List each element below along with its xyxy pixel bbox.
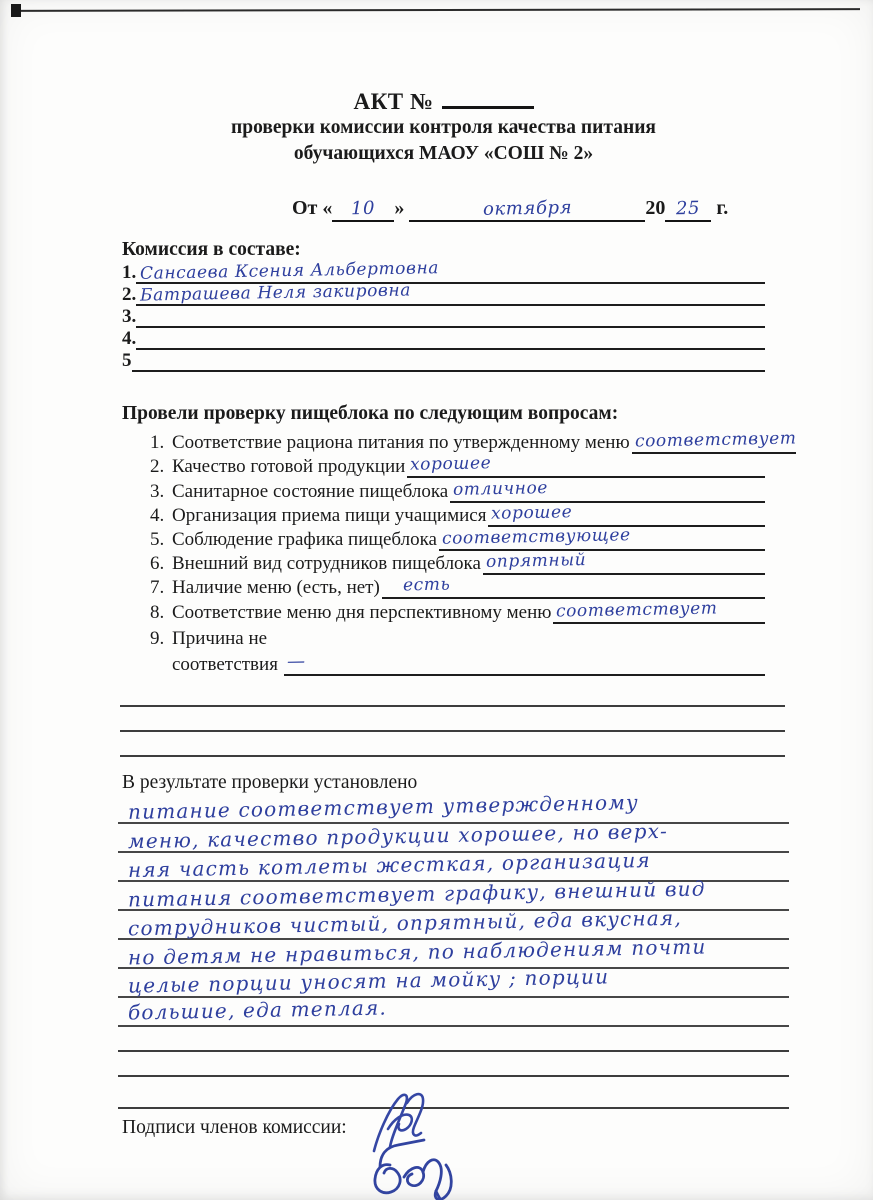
item-question: Наличие меню (есть, нет)	[172, 577, 380, 599]
item-question-part1: Причина не	[172, 627, 268, 649]
item-answer-line	[553, 599, 765, 624]
blank-ruled-line	[120, 707, 785, 732]
checklist-item	[150, 599, 765, 623]
result-line-text: няя часть котлеты жесткая, организация	[127, 847, 652, 882]
signatures-section	[122, 1117, 765, 1200]
blank-ruled-line	[118, 1027, 789, 1052]
commission-member-row	[122, 350, 765, 372]
scan-artifact-corner	[11, 4, 21, 17]
result-line	[118, 875, 789, 912]
item-answer-handwritten: отличное	[453, 477, 549, 500]
date-line	[292, 197, 765, 222]
signatures-heading: Подписи членов комиссии:	[122, 1116, 347, 1138]
item-answer-handwritten: хорошее	[410, 453, 492, 476]
member-name-line	[136, 327, 765, 350]
item-answer-line	[632, 429, 797, 454]
item-number: 7.	[150, 577, 165, 599]
date-year-prefix: 20	[645, 197, 666, 219]
date-day-handwritten: 10	[351, 197, 376, 220]
member-number: 1.	[122, 262, 137, 283]
commission-member-row	[122, 280, 765, 306]
result-line	[118, 818, 789, 853]
member-number: 2.	[122, 284, 137, 305]
checklist-heading: Провели проверку пищеблока по следующим вопросам:	[122, 403, 619, 424]
member-number: 4.	[122, 328, 137, 349]
checklist	[150, 428, 797, 676]
item-answer-line	[488, 502, 765, 527]
date-year-blank	[665, 197, 711, 222]
item-question: Соблюдение графика пищеблока	[172, 528, 437, 550]
handwritten-signatures	[360, 1089, 520, 1200]
result-line	[118, 963, 789, 998]
checklist-item-9-line2	[150, 651, 765, 676]
item-answer-handwritten: соответствующее	[441, 525, 631, 549]
date-month-blank	[409, 197, 645, 222]
commission-member-row	[122, 328, 765, 350]
item-number: 2.	[150, 456, 165, 478]
item-answer-line	[483, 550, 765, 575]
result-line-text: меню, качество продукции хорошее, но верх-	[127, 818, 669, 853]
date-suffix: г.	[716, 197, 729, 219]
member-name-line	[136, 258, 765, 284]
checklist-item	[150, 428, 797, 454]
item-answer-handwritten: опрятный	[485, 550, 587, 573]
member-number: 3.	[122, 306, 137, 327]
member-name-line	[132, 349, 766, 372]
item-number: 9.	[150, 627, 165, 649]
blank-ruled-line	[120, 732, 785, 757]
checklist-item	[150, 551, 765, 575]
item-answer-line	[450, 478, 765, 503]
item-number: 8.	[150, 601, 165, 623]
date-prefix: От «	[292, 197, 333, 219]
result-line-text: большие, еда теплая.	[127, 995, 388, 1024]
item-number: 1.	[150, 432, 165, 454]
item-question: Санитарное состояние пищеблока	[172, 480, 449, 502]
signature-2	[375, 1140, 451, 1200]
result-line-text: но детям не нравиться, по наблюдениям почти	[127, 933, 707, 970]
commission-list	[122, 258, 765, 372]
date-year-handwritten: 25	[676, 197, 701, 220]
item-answer-handwritten-dash: —	[286, 650, 306, 672]
item-question: Соответствие рациона питания по утвержденному меню	[172, 432, 630, 454]
commission-heading: Комиссия в составе:	[122, 239, 301, 260]
item-answer-handwritten: хорошее	[491, 501, 573, 524]
act-number-blank	[442, 86, 534, 109]
item-answer-line	[284, 651, 765, 676]
result-line	[118, 995, 789, 1027]
checklist-item	[150, 503, 765, 527]
item-question: Соответствие меню дня перспективному меню	[172, 601, 552, 623]
result-line	[118, 789, 789, 824]
result-line-text: целые порции уносят на мойку ; порции	[127, 963, 610, 998]
member-name-line	[136, 305, 765, 328]
item-number: 3.	[150, 480, 165, 502]
checklist-item	[150, 527, 765, 551]
item-number: 5.	[150, 528, 165, 550]
title-subline-1: проверки комиссии контроля качества питания	[231, 117, 656, 138]
item-answer-handwritten: есть	[402, 574, 451, 596]
item-question: Качество готовой продукции	[172, 456, 406, 478]
checklist-item	[150, 478, 765, 502]
item-answer-line	[407, 453, 765, 478]
item-question: Организация приема пищи учащимися	[172, 504, 487, 526]
result-line-text: питания соответствует графику, внешний вид	[127, 875, 706, 912]
date-day-blank	[332, 197, 394, 222]
date-month-handwritten: октября	[482, 197, 573, 220]
result-line	[118, 933, 789, 970]
member-name-handwritten: Сансаева Ксения Альбертовна	[140, 258, 440, 284]
member-name-handwritten: Батрашева Неля закировна	[140, 280, 412, 306]
blank-ruled-line	[118, 1052, 789, 1077]
title-act-number: АКТ №	[353, 89, 434, 114]
date-close-quote: »	[394, 197, 405, 219]
checklist-item	[150, 454, 765, 478]
document-content	[122, 0, 797, 1200]
result-handwritten-block	[122, 789, 765, 1027]
result-line-text: питание соответствует утвержденному	[127, 789, 640, 824]
document-title	[122, 86, 765, 115]
commission-member-row	[122, 258, 765, 284]
title-subline-2: обучающихся МАОУ «СОШ № 2»	[293, 143, 594, 164]
title-block	[122, 86, 765, 167]
item-answer-handwritten: соответствует	[634, 428, 797, 452]
item-number: 4.	[150, 504, 165, 526]
item-answer-line	[439, 526, 765, 551]
checklist-item	[150, 575, 765, 599]
item-answer-line	[382, 574, 765, 599]
item-question-part2: соответствия	[172, 653, 278, 675]
item-answer-handwritten: соответствует	[556, 597, 719, 622]
item-question: Внешний вид сотрудников пищеблока	[172, 553, 481, 575]
result-line-text: сотрудников чистый, опрятный, еда вкусная,	[127, 905, 683, 940]
checklist-item-9-line1	[150, 625, 765, 650]
member-number: 5	[122, 350, 132, 371]
item-number: 6.	[150, 553, 165, 575]
member-name-line	[136, 280, 765, 306]
result-heading: В результате проверки установлено	[122, 771, 418, 793]
blank-ruled-line	[120, 682, 785, 707]
commission-member-row	[122, 306, 765, 328]
